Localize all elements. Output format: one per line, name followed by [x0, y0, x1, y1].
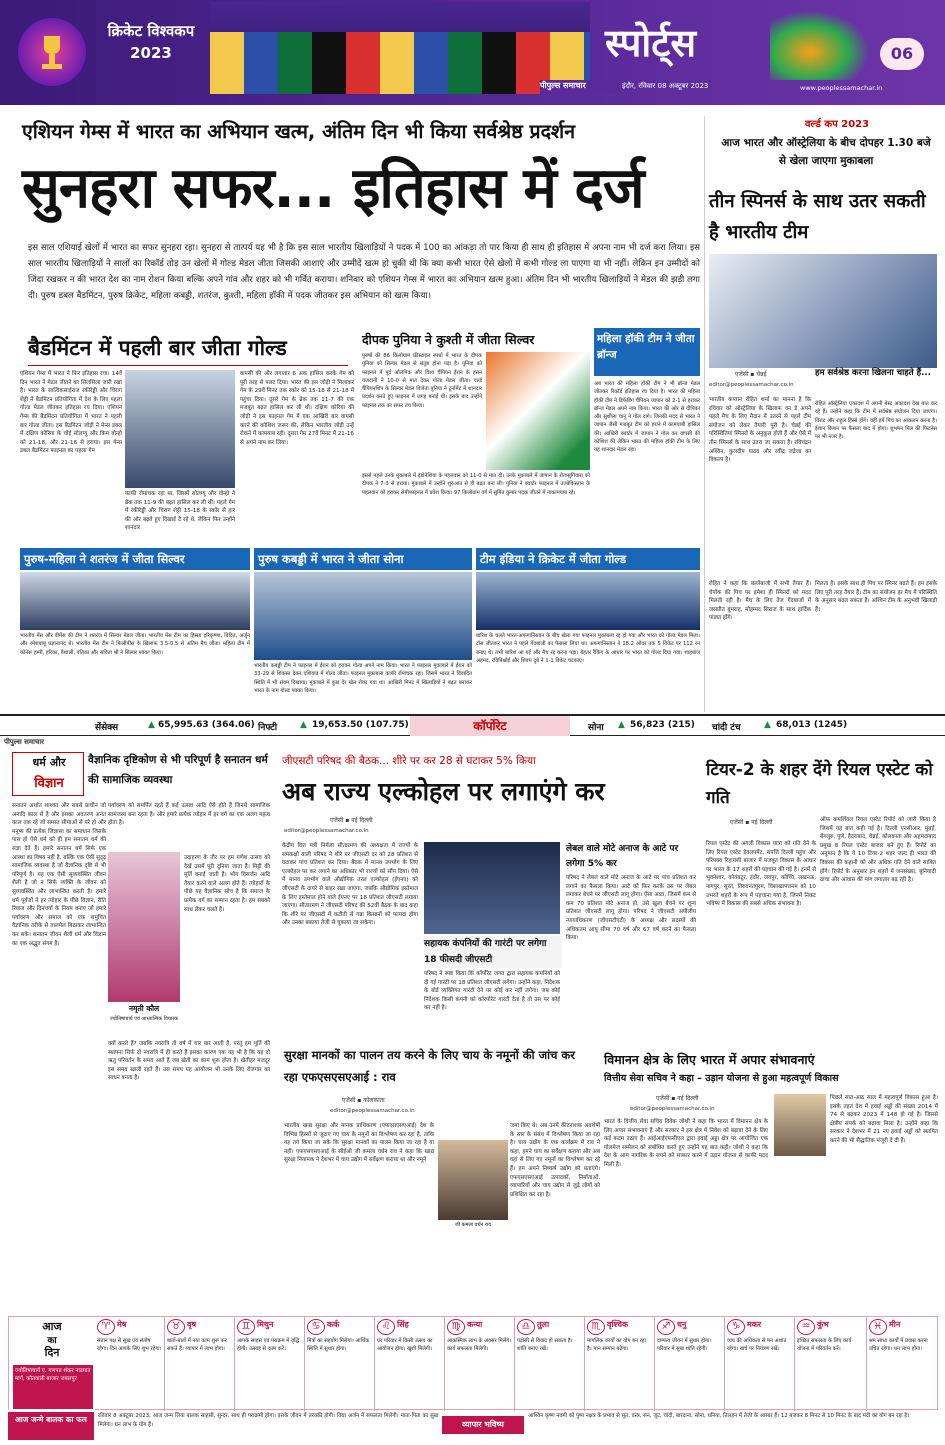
gemini-icon: ♊	[237, 1319, 255, 1335]
sign-text: बातों-बातों में नया काम शुरू कर सकते हैं। व्यापार में लाभ होगा।	[167, 1338, 229, 1352]
wc-pullquote: हम सर्वश्रेष्ठ करना खिलना चाहते हैं...	[815, 368, 931, 378]
section-title: स्पोर्ट्स	[605, 21, 697, 65]
badminton-col2: काफी रोमांचक रहा था, जिसमें सोलग्यू और वोन्हो ने ब्रेक तक 11-9 की बढ़त हासिल कर ली थी। पहले गेम में रंकीरेड्डी और चिराग शेट्टी 15-18 के स्कोर से हार की ओर बढ़ते हुए दिखाई दे रहे थे, लेकिन फिर उन्होंने शानदार	[125, 491, 237, 532]
horoscope	[8, 1316, 938, 1410]
virgo-icon: ♍	[447, 1319, 465, 1335]
sign-text: मांगलिक कार्यों का योग बन रहा है। मान सम्मान बढ़ेगा।	[587, 1338, 648, 1352]
realty-byline: एजेंसी ▪ नई दिल्ली	[730, 819, 773, 826]
cricket-gold-text: बारिश के चलते भारत-अफगानिस्तान के बीच खेला गया फाइनल मुकाबला रद्द हो गया और भारत को गोल्ड मेडल मिला। टॉस जीतकर भारत ने पहले गेंदबाजी का फैसला लिया था। अफगानिस्तान ने 18.2 ओवर तक 5 विकेट पर 112 रन बनाए थे। तभी बारिश आ गई और मैच रद्द करना पड़ा। बेहतर रैंकिंग के आधार पर भारत को गोल्ड दिया गया। शाहबाज अहमद, रविबिश्नोई और शिवम दुबे ने 1-1 विकेट चटकाए।	[476, 633, 702, 664]
aviation-photo	[774, 1094, 826, 1156]
sign-singh	[375, 1317, 445, 1411]
aviation-email: editor@peoplessamachar.co.in	[630, 1106, 715, 1112]
sign-dhanu	[655, 1317, 725, 1411]
wrestling-headline: दीपक पुनिया ने कुश्ती में जीता सिल्वर	[362, 332, 535, 347]
sign-makar	[725, 1317, 795, 1411]
sign-name: मिथुन	[257, 1320, 274, 1329]
sign-kumbh	[795, 1317, 867, 1411]
sign-name: कुंभ	[817, 1320, 829, 1329]
cricket-gold-headline: टीम इंडिया ने क्रिकेट में जीता गोल्ड	[476, 548, 700, 570]
sign-name: तुला	[537, 1320, 550, 1329]
pisces-icon: ♓	[869, 1319, 887, 1335]
gst-email: editor@peoplessamachar.co.in	[284, 828, 369, 834]
cricketers-banner	[210, 2, 590, 94]
aquarius-icon: ♒	[797, 1319, 815, 1335]
trade-label: व्यापार भविष्य	[442, 1416, 524, 1434]
wc-kicker: वर्ल्ड कप 2023	[805, 119, 870, 130]
chess-photo	[20, 572, 250, 630]
horoscope-title-bottom: दिन	[44, 1346, 60, 1359]
gst-col1: केंद्रीय वित्त मंत्री निर्मला सीतारमण की अध्यक्षता में राज्यों के समकक्षों वाली परिषद ने शीरे पर जीएसटी दर को 28 प्रतिशत से घटाकर पांच प्रतिशत कर दिया। बैठक में मानव उपभोग के लिए एल्कोहल पर कर लगाने का अधिकार भी राज्यों को सौंप दिया। ऐसे में मानव उपभोग वाले औद्योगिक तरल एल्कोहल (ईएनए) को जीएसटी के दायरे से बाहर रखा जाएगा, जबकि औद्योगिक इस्तेमाल के लिए इस्तेमाल होने वाले ईएनए पर 18 प्रतिशत जीएसटी लगाया जाएगा। सीतारमण ने जीएसटी परिषद की 52वीं बैठक के बाद कहा कि शीरे पर जीएसटी में कटौती से गन्ना किसानों को फायदा होगा और उनका बकाया तेजी से चुकाया जा सकेगा।	[282, 843, 420, 927]
sign-name: सिंह	[397, 1320, 409, 1329]
fssai-caption: जी कमला वर्धन राव	[454, 1222, 492, 1228]
world-cup-badge: क्रिकेट विश्वकप 2023	[107, 22, 195, 62]
wc-col2: रोहित ने कहा कि बल्लेबाजी में सभी तैयार हैं। चेपॉक की पिच पर हमेशा ही स्पिनरों को मदद मिलती रही है। मैच के लिए तेज गेंदबाजों में जसप्रीत बुमराह, मोहम्मद सिराज के साथ हार्दिक पांड्या होंगे।	[709, 581, 813, 622]
born-today-label: आज जन्मे बालक का फल	[8, 1412, 94, 1440]
scorpio-icon: ♏	[587, 1319, 605, 1335]
horoscope-title-mid: का	[47, 1336, 57, 1346]
realty-headline: टियर-2 के शहर देंगे रियल एस्टेट को गति	[706, 760, 933, 808]
wc-headline: तीन स्पिनर्स के साथ उतर सकती है भारतीय टीम	[709, 191, 926, 243]
aviation-headline: विमानन क्षेत्र के लिए भारत में अपार संभावनाएं	[604, 1052, 815, 1067]
website: www.peoplessamachar.in	[800, 84, 883, 92]
sign-tula	[515, 1317, 585, 1411]
brand-name: पीपुल्स समाचार	[540, 80, 620, 94]
wc-byline: एजेंसी ▪ चेन्नई	[735, 371, 767, 378]
horoscope-title-top: आज	[42, 1320, 62, 1333]
fssai-email: editor@peoplessamachar.co.in	[330, 1108, 415, 1114]
nifty-value: 19,653.50 (107.75)	[312, 720, 409, 730]
badminton-col1: एशियन गेम्स में भारत ने फिर इतिहास रचा। 14वें दिन भारत ने मेडल जीतने का सिलसिला जारी रखा है। भारत के सात्विकसाईराज रंकीरेड्डी और चिराग शेट्टी ने बैडमिंटन प्रतियोगिता में देश के लिए पहला गोल्ड मेडल जीतकर इतिहास रच दिया। एशियन गेम्स की बैडमिंटन प्रतियोगिता में भारत ने पहली बार गोल्ड जीता। इस बैडमिंटन जोड़ी ने मेन्स डबल में दक्षिण कोरिया के चोई सोलग्यू और किम वोन्हो को 21-18, और 21-16 से हराया। इस मेन्स डबल बैडमिंटन फाइनल का पहला गेम	[20, 371, 124, 455]
dharm-label-bottom: विज्ञान	[34, 776, 64, 791]
sign-mesh	[95, 1317, 165, 1411]
gst-col3-head: लेबल वाले मोटे अनाज के आटे पर लगेगा 5% कर	[566, 844, 679, 869]
sagittarius-icon: ♐	[657, 1319, 675, 1335]
sign-text: पड़ोसी से विवाद हो सकता है। शांति बनाए रखें।	[517, 1338, 575, 1352]
sign-name: वृष	[187, 1320, 197, 1329]
aviation-byline: एजेंसी ▪ नई दिल्ली	[656, 1095, 699, 1102]
badminton-headline: बैडमिंटन में पहली बार जीता गोल्ड	[28, 332, 348, 366]
wc-email: editor@peoplessamachar.co.in	[709, 382, 794, 388]
cricket-art	[770, 10, 870, 80]
dharm-col2b: उदाहरण के तौर पर हम गणेश उत्सव को देखें उसमें पूरी दुनिया जाता है। मिट्टी की मूर्ति बनाई जाती है। भोग विसर्जन आदि तैयार करने वाले अलग होते हैं। त्योहारों के पीछे यह वैज्ञानिक सोच है कि समाज के प्रत्येक वर्ग का सम्मान रहता है। हम सबको साथ लेकर चलते हैं।	[184, 855, 272, 913]
realty-col2: ऑफ कमर्शियल रियल एस्टेट रिपोर्ट को जारी किया है जिसमें यह बात कही गई है। दिल्ली एनसीआर, मुंबई, बेंगलुरु, पुणे, हैदराबाद, चेन्नई, कोलकाता और अहमदाबाद प्रमुख 8 रियल एस्टेट बाजार बने हुए हैं। रिपोर्ट का अनुमान है कि ये 10 टियर-2 शहर जल्द ही भारत की विकास की कहानी को और अधिक गति देने वाले साबित होंगे। रिपोर्ट के अनुसार इन शहरों में जनसंख्या, बुनियादी ढांचा और आवास की मांग लगातार बढ़ रही है।	[820, 817, 938, 884]
gold-label: सोना	[588, 723, 604, 733]
sign-name: मेष	[117, 1320, 127, 1329]
sign-text: घर परिवार में किसी उत्सव का आयोजन होगा। खुशी मिलेगी।	[377, 1338, 435, 1352]
sign-kark	[305, 1317, 375, 1411]
sign-text: आकस्मिक लाभ के अवसर मिलेंगे। कार्य सफलता मिलेगी।	[447, 1338, 513, 1352]
sign-text: आपके साहस एवं पराक्रम में वृद्धि होगी। उत्साह से काम करें।	[237, 1338, 301, 1352]
badminton-col3: वापसी की और लगातार 6 अंक हासिल करके गेम को पूरी तरह से पलट दिया। भारत की इस जोड़ी ने मिलाकर गेम के 29वें मिनट तक स्कोर को 15-18 से 21-18 में पहुंचा दिया। दूसरे गेम के ब्रेक तक 11-7 की एक मजबूत बढ़त हासिल कर ली थी। दक्षिण कोरिया की जोड़ी ने इस फाइनल गेम में एक आखिरी बार वापसी करने की कोशिश जरूर की, लेकिन भारतीय जोड़ी उन्हें रोकने में कामयाब रही। दूसरा गेम 27वें मिनट में 21-16 से अपने नाम कर लिया।	[240, 371, 356, 446]
page-number: 06	[880, 38, 924, 70]
chess-text: भारतीय मेंस और वीमेंस की टीम ने शतरंज में सिल्वर मेडल जीता। भारतीय मेंस टीम का हिस्सा हरिकृष्णा, विदित, अर्जुन और रमेशबाबू प्रज्ञानानंद थे। भारतीय मेंस टीम ने फिलीपींस के खिलाफ 3.5-0.5 से अंतिम मैच जीता। महिला टीम में कोनेरू हम्पी, हरिका, वैशाली, वंतिका और सविता श्री ने सिल्वर पक्का किया।	[20, 633, 252, 656]
dharm-col1: सनातन अर्थात शाश्वत और सबसे प्राचीन जो अनादि काल से है और इसका अवतरण अनंत काल तक रहे जो समस्त सीमाओं से परे हो और मनुष्य की प्रत्येक जिज्ञासा का समाधान जिसके पास हो ऐसे धर्म को ही हम सनातन धर्म की संज्ञा देते हैं। हमारे सनातन धर्म सिर्फ एक आस्था का विषय नहीं है, बल्कि एक ऐसी सुदृढ़ सामाजिक व्यवस्था है जो वैज्ञानिक दृष्टि से भी परिपूर्ण है। यह एक ऐसी सुव्यवस्थित जीवन शैली है जो न सिर्फ व्यक्ति के जीवन को सुव्यवस्थित और लाभान्वित करती है। हमारे धर्म पूर्वजों ने हर त्योहार के पीछे विज्ञान, रीति रिवाज और दिनचर्या के नियम बनाए जो हमारे पर्यावरण और समाज को एक समुचित वैज्ञानिक तरीके से तालमेल बिठाकर लाभान्वित कर सके। सनातन जीवन शैली धर्म और विज्ञान का एक अद्भुत संगम है।	[12, 803, 108, 947]
sign-name: धनु	[677, 1320, 687, 1329]
market-ticker	[0, 714, 945, 736]
brand-logo: पीपुल्स समाचार	[4, 738, 45, 746]
lead-kicker: एशियन गेम्स में भारत का अभियान खत्म, अंतिम दिन भी किया सर्वश्रेष्ठ प्रदर्शन	[22, 120, 576, 143]
wc-pullquote-text: रोहित ऑस्ट्रेलिया एकादश में अपनी बेस्ट अकादश देख बात कर रहे हैं। उन्होंने कहा कि टीम में सर्वश्रेष्ठ संयोजन दिया जाएगा। विराट और राहुल हिस्से होंगे। वहीं हमें पिच का आकलन करना है। ईशान किशन पर फैसला बाद में होगा। शुभमन गिल की फिटनेस पर भी नजर है।	[815, 401, 939, 441]
chess-headline: पुरुष-महिला ने शतरंज में जीता सिल्वर	[20, 548, 250, 570]
horoscope-side-note: ज्योतिषाचार्य ए. गणपत शंकर नाडयात मार्ग, कोतवाली बाजार जबलपुर	[13, 1365, 93, 1409]
realty-col1: रियल एस्टेट की अगली विकास यात्रा को गति देने के लिए रियल एस्टेट डेवलपमेंट, संपत्ति दिल्ली पहुंच और परिपक्व रिहायशी बाजार में मजबूत विकास के आधार पर भारत के 17 शहरों की पहचान की गई है। इनमें से भुवनेश्वर, कोयंबटूर, इंदौर, जयपुर, कोच्चि, लखनऊ, नागपुर, सूरत, तिरुवनंतपुरम, विशाखापत्तनम को 10 उभरते शहरों के रूप में पहचाना गया है, जिनमें निकट भविष्य में विकास की सबसे अधिक संभावना है।	[706, 841, 818, 908]
silver-value: 68,013 (1245)	[776, 720, 848, 730]
sign-vrishchik	[585, 1317, 655, 1411]
gst-kicker: जीएसटी परिषद की बैठक... शीरे पर कर 28 से घटाकर 5% किया	[282, 755, 536, 767]
sign-name: कर्क	[327, 1320, 340, 1329]
sign-name: मकर	[747, 1320, 762, 1329]
gst-col2-head: सहायक कंपनियों की गारंटी पर लगेगा 18 फीसदी जीएसटी	[424, 936, 562, 968]
author-photo	[108, 852, 180, 1002]
capricorn-icon: ♑	[727, 1319, 745, 1335]
lead-headline: सुनहरा सफर... इतिहास में दर्ज	[22, 156, 644, 221]
sensex-arrow-icon: ▲	[148, 720, 155, 730]
horoscope-signs	[95, 1317, 939, 1411]
fssai-photo	[438, 1140, 508, 1220]
rohit-photo	[709, 254, 937, 368]
trade-text: आश्विन कृष्ण नवमी को पुष्य नक्षत्र के प्रभाव से सूत, वस्त्र, सन, जूट, चांदी, बारदाना, सोना, धनिया, तिलहन में तेजी के आसार हैं। 12 बजकर 8 मिनट से 10 मिनट के बाद मंदी का योग बन रहा है।	[528, 1413, 910, 1419]
silver-label: चांदी टंच	[712, 723, 741, 733]
badminton-photo	[125, 370, 235, 488]
wrestling-text: पुरुषों की 86 किलोग्राम फ्रीस्टाइल स्पर्धा में भारत के दीपक पुनिया को सिल्वर मेडल से संतुष्ट होना पड़ा है। पुनिया को फाइनल में पूर्व ओलंपिक और विश्व चैंपियन ईरान के हसन यजदानी ने 10-0 से मात देकर गोल्ड मेडल जीता। वर्ल्ड चैंपियनशिप के सिल्वर मेडल विजेता पुनिया ने टूर्नामेंट में शानदार प्रदर्शन करते हुए फाइनल में जगह बनाई थी। इसके बाद उन्होंने फाइनल तक का सफर तय किया।	[362, 353, 484, 409]
sign-text: दाम्पत्य जीवन में सुधार होगा। परिवार में सुख शांति रहेगी।	[657, 1338, 714, 1352]
hockey-text: अब भारत की महिला हॉकी टीम ने भी ब्रॉन्ज मेडल जीतकर रिकॉर्ड इतिहास रच दिया है। भारत की महिला हॉकी टीम ने डिफेंडिंग चैंपियन जापान को 2-1 से हराकर ब्रॉन्ज मेडल अपने नाम किया। भारत की ओर से दीपिका और सुशीला चानू ने गोल दागे। जिनकी मदद से भारत ने जापान जैसी मजबूत टीम को हराने में कामयाबी हासिल की। आखिरी क्वार्टर में जापान ने गोल कर वापसी की कोशिश की लेकिन भारत की महिला हॉकी टीम के लिए यह शानदार मेडल रहा।	[594, 381, 702, 454]
dharm-headline: वैज्ञानिक दृष्टिकोण से भी परिपूर्ण है सनातन धर्म की सामाजिक व्यवस्था	[88, 754, 268, 786]
gst-headline: अब राज्य एल्कोहल पर लगाएंगे कर	[282, 777, 605, 806]
hockey-headline: महिला हॉकी टीम ने जीता ब्रॉन्ज	[594, 328, 700, 376]
sign-name: कन्या	[467, 1320, 483, 1329]
kabaddi-text: भारतीय कबड्डी टीम ने फाइनल में ईरान को हराकर गोल्ड अपने नाम किया। भारत ने फाइनल मुकाबले में ईरान को 33-29 से शिकस्त देकर एशियाड में गोल्ड जीता। फाइनल मुकाबला काफी रोमांचक रहा। जिसमें भारत ने विवादित स्थिति में भी संयम दिखाया। मुकाबले में कुछ देर खेल रोका गया था। आखिरी मिनट में खिलाड़ियों ने बढ़त बनाकर भारत के नाम गोल्ड पक्का किया।	[254, 663, 474, 694]
aviation-subhead: वित्तीय सेवा सचिव ने कहा – उड़ान योजना से हुआ महत्वपूर्ण विकास	[604, 1073, 839, 1084]
gst-col2: परिषद ने स्पष्ट किया कि कॉर्पोरेट जगत द्वारा सहायक कंपनियों को दी गई गारंटी पर 18 प्रतिशत जीएसटी लगेगा। उन्होंने कहा, निदेशक के बोर्ड व्यक्तिगत गारंटी देने पर कोई कर नहीं लगेगा। जब कोई निदेशक किसी कंपनी को कॉरपोरेट गारंटी देता है तो उस पर कोई कर नहीं है।	[424, 971, 562, 1012]
born-today-text: रविवार 8 अक्टूबर 2023, आज जन्म लिया बालक साहसी, सुन्दर, साथ ही पराक्रमी होगा। इसके जीवन में तरक्की होगी। विद्या अर्जन में सफलता मिलेगी। माता-पिता का सुख मिलेगा। धन लाभ के योग हैं।	[98, 1413, 440, 1428]
sensex-label: सेंसेक्स	[95, 723, 119, 733]
gold-arrow-icon: ▲	[618, 720, 625, 730]
kabaddi-headline: पुरुष कबड्डी में भारत ने जीता सोना	[254, 548, 472, 570]
dharm-label	[12, 752, 84, 796]
wc-col1: भारतीय कप्तान रोहित शर्मा का मानना है कि रविवार को ऑस्ट्रेलिया के खिलाफ वन डे अपने पहले मैच के लिए मैदान में उतरने से पहले टीम संयोजन को लेकर तैयारी पूरी है। चेन्नई की परिस्थितियां स्पिनरों के अनुकूल होती हैं और ऐसे में तीन स्पिनर्स के साथ उतरा जा सकता है। रविचंद्रन अश्विन, कुलदीप यादव और रवींद्र जडेजा का विकल्प है।	[709, 397, 813, 464]
taurus-icon: ♉	[167, 1319, 185, 1335]
sign-name: मीन	[889, 1320, 901, 1329]
sign-text: संतान पक्ष से सुख एवं संतोष रहेगा। दिन आपके लिए शुभ रहेगा।	[97, 1338, 162, 1352]
lead-intro: इस साल एशियाई खेलों में भारत का सफर सुनहरा रहा। सुनहरा से तात्पर्य यह भी है कि इस साल भारतीय खिलाड़ियों ने पदक में 100 का आंकड़ा तो पार किया ही साथ ही इतिहास में अपना नाम भी दर्ज करा लिया। इस साल भारतीय खिलाड़ियों ने सालों का रिकॉर्ड तोड़ उन खेलों में गोल्ड मेडल जीता जिसकी आशाएं और उम्मीदें खत्म हो चुकी थी कि क्या कभी भारत ऐसे खेलों में कभी गोल्ड ला पाएगा या भी नहीं। लेकिन इन उम्मीदों को जिंदा रखकर न की भारत देश का नाम रोशन किया बल्कि अपने गांव और शहर को भी गर्वित कराया। शनिवार को एशियन गेम्स में भारत का अभियान खत्म हुआ। अंतिम दिन भी भारतीय खिलाड़ियों ने मेडल की झड़ी लगा दी। पुरुष डबल बैडमिंटन, पुरुष क्रिकेट, महिला कबड्डी, शतरंज, कुश्ती, महिला हॉकी में पदक जीतकर इस अभियान को खत्म किया।	[28, 243, 700, 301]
sign-kanya	[445, 1317, 515, 1411]
dharm-col2: पर्यावरण को समर्पित रहते हैं कई उत्सव आदि ऐसे होते हैं जिनसे सामाजिक सामंजस्य बना रहता है। और हमारे प्रत्येक त्योहार में हर वर्ग का एक अलग महत्व होता है।	[108, 803, 272, 827]
wrestling-photo	[486, 352, 590, 470]
dharm-label-top: धर्म और	[32, 756, 66, 769]
sign-text: श्रम साध्य कार्यों में प्रयास करना उचित रहेगा। धन लाभ होगा।	[869, 1338, 930, 1352]
sign-text: इच्छित सफलता के लिए कार्य योजना में परिवर्तन करें।	[797, 1338, 854, 1352]
gold-value: 56,823 (215)	[630, 720, 695, 730]
author-note: ज्योतिषाचार्य एवं आध्यात्मिक विचारक	[109, 1016, 179, 1022]
fssai-byline: एजेंसी ▪ कोलकाता	[342, 1097, 385, 1104]
sign-text: मित्रों का सहयोग मिलेगा। आर्थिक स्थिति में सुधार होगा।	[307, 1338, 371, 1352]
dharm-col3: क्यों करते हैं? जबकि नवरात्रि तो वर्ष में चार बार आती है, परंतु हम मूर्ति की स्थापना सिर्फ दो नवरात्रि में ही करते हैं इसका कारण एक यह भी है कि यह दो ऋतु परिवर्तन के समय आते हैं जब खेती का काम शुरू होता है। खेतीहर मजदूर इस समय खाली रहते हैं। उस समय यह आयोजन भी उनके लिए रोजगार का साधन बनता है।	[108, 1041, 272, 1082]
sign-meen	[867, 1317, 939, 1411]
wc-teaser: आज भारत और ऑस्ट्रेलिया के बीच दोपहर 1.30 बजे से खेला जाएगा मुकाबला	[721, 137, 931, 167]
corporate-section: कॉर्पोरेट	[410, 716, 570, 736]
trophy-logo-icon	[18, 18, 86, 86]
aviation-col2: पिछले सात-आठ साल में महत्वपूर्ण विकास हुआ है। इसके तहत देश में हवाई अड्डों की संख्या 2014 में 74 से बढ़कर 2023 में 148 हो गई है। जिससे क्षेत्रीय संपर्क को बढ़ावा मिला है। उन्होंने कहा कि सरकार ने देशभर में 21 नए हवाई अड्डों को स्थापित करने की भी सैद्धांतिक मंजूरी दे दी है।	[830, 1095, 940, 1144]
aries-icon: ♈	[97, 1319, 115, 1335]
gst-byline: एजेंसी ▪ नई दिल्ली	[330, 817, 373, 824]
fssai-headline: सुरक्षा मानकों का पालन तय करने के लिए चाय के नमूनों की जांच कर रहा एफएसएसएआई : राव	[284, 1048, 575, 1084]
sign-vrish	[165, 1317, 235, 1411]
gst-photo	[424, 842, 560, 934]
nifty-label: निफ्टी	[258, 723, 278, 733]
fssai-col2: जमा किए थे। अब उनमें कीटनाशक अवशेषों के स्तर के संबंध में विश्लेषण किया जा रहा है। चाय उद्योग के एक कार्यक्रम में राव ने कहा, हमने चाय का सर्वेक्षण कराया और अब वहां से लिए गए नमूनों का विश्लेषण कर रहे हैं। हम अपने निष्कर्ष उद्योग को बताएंगे। एफएसएसएआई उत्पादकों, निर्माताओं, व्यापारियों और चाय उद्योग से जुड़े लोगों को प्रशिक्षित कर रहा है।	[510, 1123, 602, 1198]
author-name: नमृती कौल	[128, 1004, 160, 1013]
sensex-value: 65,995.63 (364.06)	[158, 720, 255, 730]
libra-icon: ♎	[517, 1319, 535, 1335]
kabaddi-photo	[254, 572, 472, 660]
aviation-col1: भारत के वित्तीय सेवा सचिव विवेक जोशी ने कहा कि भारत में विमानन क्षेत्र के लिए अपार संभावनाएं हैं और सरकार ने इस क्षेत्र में निवेश को बढ़ावा देने के लिए कई कदम उठाए हैं। आईआईएफसीएल द्वारा हवाई अड्डा क्षेत्र पर आयोजित एक गोलमेज सम्मेलन को संबोधित करते हुए उन्होंने यह बात कही। जोशी ने कहा कि देश के आम नागरिक के सपने को साकार करने में उड़ान योजना से काफी मदद मिली है।	[604, 1119, 770, 1168]
dateline: इंदौर, रविवार 08 अक्टूबर 2023	[622, 82, 709, 90]
gst-col3: परिषद ने लेबल वाले मोटे अनाज के आटे पर पांच प्रतिशत कर लगाने का फैसला किया। आटे को फिर करके उस पर लेबल लगाकर बेचने पर जीएसटी लागू होगा। ऐसा आटा, जिसमें कम से कम 70 प्रतिशत मोटे अनाज हो, उसे खुला बेचने पर शून्य प्रतिशत जीएसटी लागू होगा। परिषद ने जीएसटी अपीलीय न्यायाधिकरण (जीएसटीएटी) के अध्यक्ष और सदस्यों की अधिकतम आयु सीमा 70 वर्ष और 67 वर्ष करने का फैसला किया।	[566, 875, 698, 942]
wrestling-text2: इससे पहले उनके मुकाबले में इंडोनेशिया के पहलवान को 11-0 से मात दी। उनके मुकाबले में जापान के रोतासुगियारा को दीपक ने 7-3 से हराया। मुकाबले में उन्होंने शुरुआत से ही बढ़त बना ली। पुनिया ने क्वार्टर फाइनल में उज्बेकिस्तान के पहलवान को हराकर सेमीफाइनल में प्रवेश किया। 97 किलोग्राम वर्ग में सुमित कुमार पदक जीतने में नाकामयाब रहे।	[362, 473, 592, 496]
leo-icon: ♌	[377, 1319, 395, 1335]
nifty-arrow-icon: ▲	[300, 720, 307, 730]
wc-col3: मिलता है। इसके साथ ही पिच पर स्पिनर बढ़ते हैं। हम इसके लिए पूरी तरह तैयार हैं। टीम का संयोजन हर मैच में परिस्थिति के अनुसार बदल सकता है। अश्विन टीम के अनुभवी खिलाड़ी हैं।	[815, 581, 939, 613]
silver-arrow-icon: ▲	[764, 720, 771, 730]
sign-mithun	[235, 1317, 305, 1411]
sign-text: व्यय की अधिकता से मन अशांत रहेगा। खर्च पर नियंत्रण रखें।	[727, 1338, 789, 1352]
masthead	[0, 0, 945, 105]
horoscope-title-box	[9, 1317, 95, 1411]
wc-sidebar	[704, 116, 940, 712]
cancer-icon: ♋	[307, 1319, 325, 1335]
sign-name: वृश्चिक	[607, 1320, 629, 1329]
fssai-col1: भारतीय खाद्य सुरक्षा और मानक प्राधिकरण (एफएसएसएआई) देश के विभिन्न हिस्सों से जुटाए गए चाय के नमूनों का विश्लेषण कर रहा है, ताकि यह तय किया जा सके कि सुरक्षा मानकों का पालन किया जा रहा है या नहीं। एफएसएसएआई के सीईओ जी कमला वर्धन राव ने कहा कि खाद्य सुरक्षा नियामक ने देशभर में चाय उद्योग में सर्वेक्षण कराया था और नमूने	[284, 1123, 436, 1164]
cricket-gold-photo	[476, 572, 700, 630]
